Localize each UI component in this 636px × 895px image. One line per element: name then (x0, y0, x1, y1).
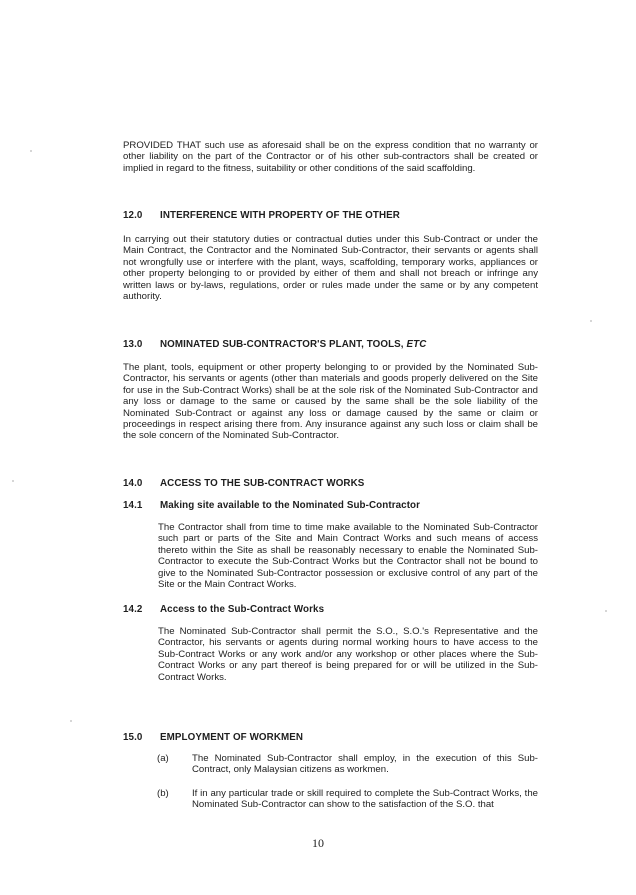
subsection-number: 14.2 (123, 604, 143, 615)
scan-speck (605, 610, 607, 612)
section-number: 13.0 (123, 339, 143, 350)
list-marker-a: (a) (157, 753, 169, 764)
section-number: 14.0 (123, 478, 143, 489)
section-title: ACCESS TO THE SUB-CONTRACT WORKS (160, 478, 365, 489)
list-marker-b: (b) (157, 788, 169, 799)
section-title: INTERFERENCE WITH PROPERTY OF THE OTHER (160, 210, 400, 221)
section-number: 12.0 (123, 210, 143, 221)
intro-paragraph: PROVIDED THAT such use as aforesaid shall be on the express condition that no warranty or other liability on the part of the Contractor or of his other sub-contractors shall be created or implied in regard to the fitness, suitability or other conditions of the said scaffolding. (123, 140, 538, 174)
section-title-italic: ETC (406, 339, 427, 350)
scan-speck (12, 480, 14, 482)
section-body-12: In carrying out their statutory duties or contractual duties under this Sub-Contract or under the Main Contract, the Contractor and the Nominated Sub-Contractor, their servants or agents shall not wrongfully use or interfere with the plant, ways, scaffolding, temporary works, appliances or other property belonging to or provided by either of them and shall not breach or infringe any written laws or by-laws, regulations, order or rules made under the same or by any competent authority. (123, 234, 538, 303)
list-item-b: If in any particular trade or skill required to complete the Sub-Contract Works, the Nominated Sub-Contractor can show to the satisfaction of the S.O. that (192, 788, 538, 811)
subsection-title: Access to the Sub-Contract Works (160, 604, 325, 615)
section-title-text: NOMINATED SUB-CONTRACTOR'S PLANT, TOOLS, (160, 339, 404, 350)
subsection-title: Making site available to the Nominated Sub-Contractor (160, 500, 421, 511)
subsection-body-14-2: The Nominated Sub-Contractor shall permit the S.O., S.O.'s Representative and the Contractor, his servants or agents during normal working hours to have access to the Sub-Contract Works or any work and/or any workshop or other places where the Sub-Contract Works or any part thereof is being prepared for or will be utilized in the Sub-Contract Works. (158, 626, 538, 683)
section-title (160, 339, 426, 350)
section-body-13: The plant, tools, equipment or other property belonging to or provided by the Nominated Sub-Contractor, his servants or agents (other than materials and goods properly delivered on the Site for use in the Sub-Contract Works) shall be at the sole risk of the Nominated Sub-Contractor and any loss or damage to the same or caused by the same shall be the sole liability of the Nominated Sub-Contract or against any loss or damage caused by the same or claim or proceedings in respect arising there from. Any insurance against any such loss or claim shall be the sole concern of the Nominated Sub-Contractor. (123, 362, 538, 442)
subsection-number: 14.1 (123, 500, 143, 511)
section-number: 15.0 (123, 732, 143, 743)
subsection-body-14-1: The Contractor shall from time to time make available to the Nominated Sub-Contractor such part or parts of the Site and Main Contract Works and such means of access thereto within the Site as shall be reasonably necessary to enable the Nominated Sub-Contractor to execute the Sub-Contract Works but the Contractor shall not be bound to give to the Nominated Sub-Contractor possession or exclusive control of any part of the Site or the Main Contract Works. (158, 522, 538, 591)
scan-speck (590, 320, 592, 322)
scan-speck (70, 720, 72, 722)
scan-speck (30, 150, 32, 152)
page-number: 10 (312, 836, 324, 850)
section-title: EMPLOYMENT OF WORKMEN (160, 732, 304, 743)
list-item-a: The Nominated Sub-Contractor shall employ, in the execution of this Sub-Contract, only Malaysian citizens as workmen. (192, 753, 538, 776)
